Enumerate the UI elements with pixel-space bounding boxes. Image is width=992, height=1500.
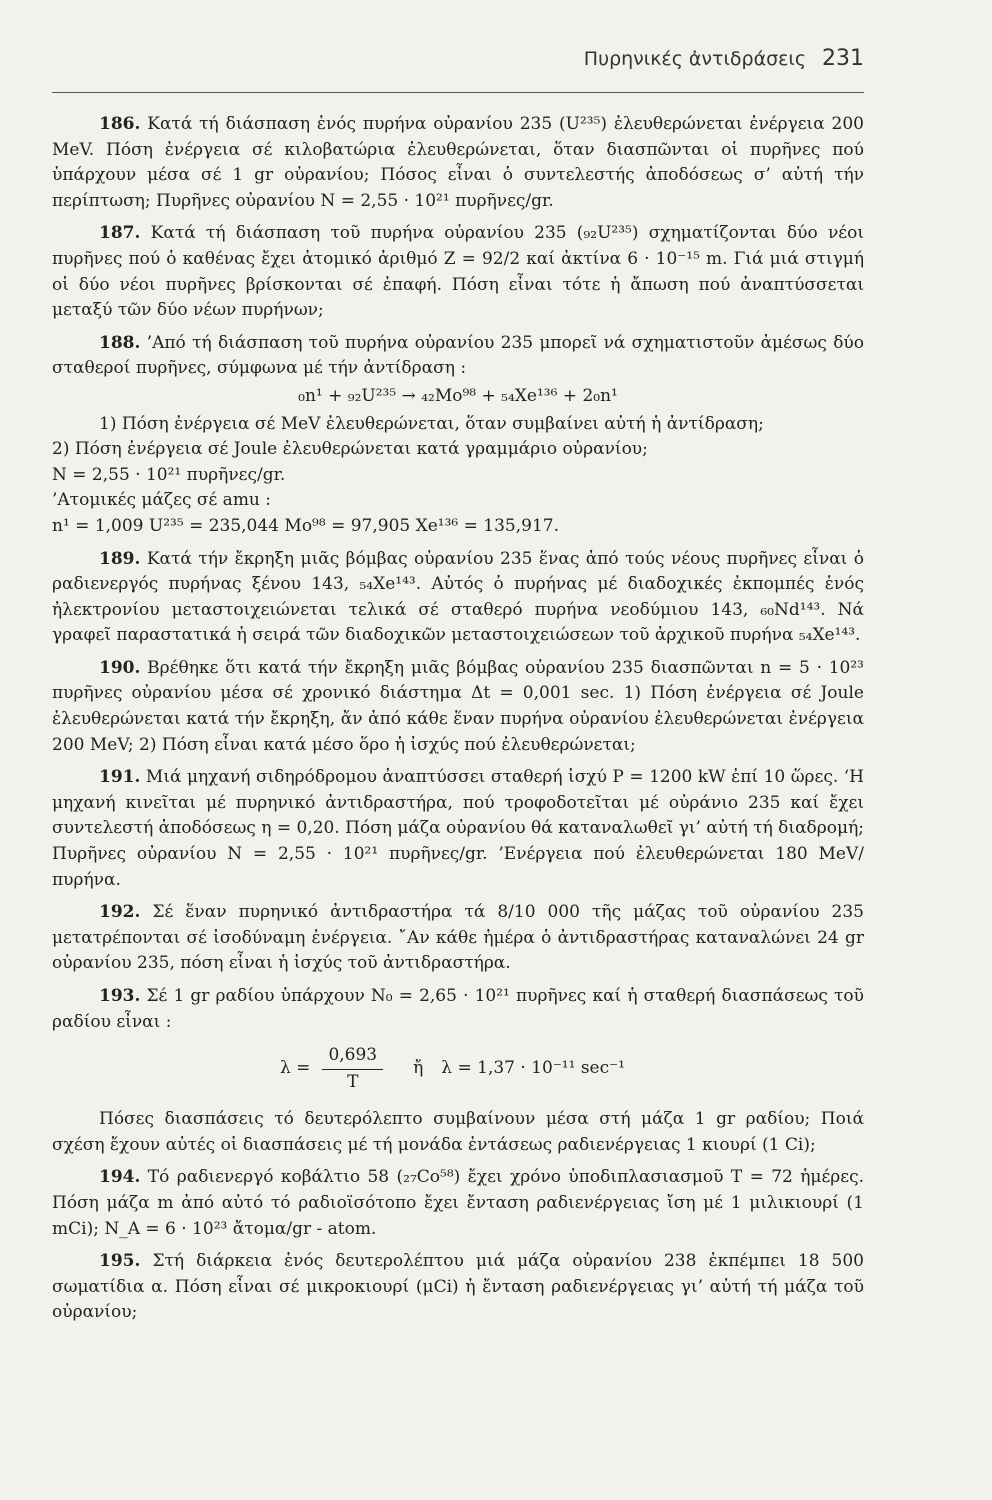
formula-rhs: λ = 1,37 · 10⁻¹¹ sec⁻¹ (441, 1058, 625, 1079)
nuclei-per-gram: N = 2,55 · 10²¹ πυρῆνες/gr. (52, 464, 286, 485)
formula-denominator: T (347, 1071, 359, 1092)
problem-text: Σέ 1 gr ραδίου ὑπάρχουν N₀ = 2,65 · 10²¹ πυρῆνες καί ἡ σταθερή διασπάσεως τοῦ ραδίου εἶναι : (52, 986, 864, 1032)
problem-text-2: Πόσες διασπάσεις τό δευτερόλεπτο συμβαίνουν μέσα στή μάζα 1 gr ραδίου; Ποιά σχέση ἔχουν αὐτές οἱ διασπάσεις μέ τή μονάδα ἐντάσεως ραδιενέργειας 1 κιουρί (1 Ci); (52, 1109, 864, 1155)
problem-text: Μιά μηχανή σιδηρόδρομου ἀναπτύσσει σταθερή ἰσχύ P = 1200 kW ἐπί 10 ὥρες. ‘Η μηχανή κινεῖται μέ πυρηνικό ἀντιδραστήρα, πού τροφοδοτεῖται μέ οὐράνιο 235 καί ἔχει συντελεστή ἀποδόσεως η = 0,20. Πόση μάζα οὐρανίου θά καταναλωθεῖ γι’ αὐτή τή διαδρομή; Πυρῆνες οὐρανίου N = 2,55 · 10²¹ πυρῆνες/gr. ’Ενέργεια πού ἐλευθερώνεται 180 MeV/πυρήνα. (52, 767, 864, 890)
problem-number: 195. (99, 1251, 141, 1272)
problem-text: Κατά τή διάσπαση τοῦ πυρήνα οὐρανίου 235 (₉₂U²³⁵) σχηματίζονται δύο νέοι πυρῆνες πού ὁ καθένας ἔχει ἀτομικό ἀριθμό Z = 92/2 καί ἀκτίνα 6 · 10⁻¹⁵ m. Γιά μιά στιγμή οἱ δύο νέοι πυρῆνες βρίσκονται σέ ἐπαφή. Πόση εἶναι τότε ἡ ἄπωση πού ἀναπτύσσεται μεταξύ τῶν δύο νέων πυρήνων; (52, 223, 864, 321)
masses-label: ’Ατομικές μάζες σέ amu : (52, 490, 272, 511)
question-2: 2) Πόση ἐνέργεια σέ Joule ἐλευθερώνεται κατά γραμμάριο οὐρανίου; (52, 439, 648, 460)
problem-number: 192. (99, 902, 141, 923)
masses-values: n¹ = 1,009 U²³⁵ = 235,044 Mo⁹⁸ = 97,905 Xe¹³⁶ = 135,917. (52, 515, 559, 536)
problem-187 (52, 221, 864, 323)
problem-text: Τό ραδιενεργό κοβάλτιο 58 (₂₇Co⁵⁸) ἔχει χρόνο ὑποδιπλασιασμοῦ T = 72 ἡμέρες. Πόση μάζα m ἀπό αὐτό τό ραδιοϊσότοπο ἔχει ἔνταση ραδιενέργειας ἴση μέ 1 μιλικιουρί (1 mCi); N_A = 6 · 10²³ ἄτομα/gr - atom. (52, 1167, 864, 1239)
formula-or: ἤ (413, 1058, 424, 1079)
problem-text: Σέ ἕναν πυρηνικό ἀντιδραστήρα τά 8/10 000 τῆς μάζας τοῦ οὐρανίου 235 μετατρέπονται σέ ἰσοδύναμη ἐνέργεια. ῎Αν κάθε ἡμέρα ὁ ἀντιδραστήρας καταναλώνει 24 gr οὐρανίου 235, πόση εἶναι ἡ ἰσχύς τοῦ ἀντιδραστήρα. (52, 902, 865, 974)
formula-fraction (322, 1043, 389, 1095)
problem-number: 191. (99, 767, 141, 788)
problem-194 (52, 1165, 864, 1242)
problem-number: 187. (99, 223, 141, 244)
header-title: Πυρηνικές ἀντιδράσεις (583, 48, 806, 70)
decay-constant-formula (52, 1041, 864, 1097)
problem-number: 186. (99, 114, 141, 134)
problem-190 (52, 656, 864, 758)
problem-text: Στή διάρκεια ἑνός δευτερολέπτου μιά μάζα οὐρανίου 238 ἐκπέμπει 18 500 σωματίδια α. Πόση εἶναι σέ μικροκιουρί (μCi) ἡ ἔνταση ραδιενέργειας γι’ αὐτή τή μάζα τοῦ οὐρανίου; (52, 1251, 864, 1323)
problem-list (52, 112, 864, 1333)
page-number: 231 (822, 46, 864, 71)
problem-189 (52, 547, 864, 649)
reaction-equation: ₀n¹ + ₉₂U²³⁵ → ₄₂Mo⁹⁸ + ₅₄Xe¹³⁶ + 2₀n¹ (298, 385, 618, 406)
problem-193 (52, 984, 864, 1158)
problem-186 (52, 112, 864, 214)
running-header (52, 46, 864, 71)
problem-188 (52, 331, 864, 540)
problem-number: 194. (99, 1167, 141, 1188)
problem-195 (52, 1249, 864, 1326)
problem-191 (52, 765, 864, 893)
problem-number: 188. (99, 332, 141, 353)
formula-numerator: 0,693 (322, 1043, 383, 1070)
formula-lhs: λ = (280, 1058, 311, 1079)
question-1: 1) Πόση ἐνέργεια σέ MeV ἐλευθερώνεται, ὅταν συμβαίνει αὐτή ἡ ἀντίδραση; (99, 413, 764, 434)
problem-text: Βρέθηκε ὅτι κατά τήν ἔκρηξη μιᾶς βόμβας οὐρανίου 235 διασπῶνται n = 5 · 10²³ πυρῆνες οὐρανίου μέσα σέ χρονικό διάστημα Δt = 0,001 sec. 1) Πόση ἐνέργεια σέ Joule ἐλευθερώνεται κατά τήν ἔκρηξη, ἄν ἀπό κάθε ἕναν πυρήνα οὐρανίου ἐλευθερώνεται ἐνέργεια 200 MeV; 2) Πόση εἶναι κατά μέσο ὅρο ἡ ἰσχύς πού ἐλευθερώνεται; (52, 657, 864, 755)
problem-text: Κατά τή διάσπαση ἑνός πυρήνα οὐρανίου 235 (U²³⁵) ἐλευθερώνεται ἐνέργεια 200 MeV. Πόση ἐνέργεια σέ κιλοβατώρια ἐλευθερώνεται, ὅταν διασπῶνται οἱ πυρῆνες πού ὑπάρχουν μέσα σέ 1 gr οὐρανίου; Πόσος εἶναι ὁ συντελεστής ἀποδόσεως σ’ αὐτή τήν περίπτωση; Πυρῆνες οὐρανίου N = 2,55 · 10²¹ πυρῆνες/gr. (52, 114, 864, 211)
problem-number: 189. (99, 548, 141, 569)
header-rule (52, 92, 864, 93)
problem-text: Κατά τήν ἔκρηξη μιᾶς βόμβας οὐρανίου 235 ἕνας ἀπό τούς νέους πυρῆνες εἶναι ὁ ραδιενεργός πυρήνας ξένου 143, ₅₄Xe¹⁴³. Αὐτός ὁ πυρήνας μέ διαδοχικές ἐκπομπές ἑνός ἠλεκτρονίου μεταστοιχειώνεται τελικά σέ σταθερό πυρήνα νεοδύμιου 143, ₆₀Nd¹⁴³. Νά γραφεῖ παραστατικά ἡ σειρά τῶν διαδοχικῶν μεταστοιχειώσεων τοῦ ἀρχικοῦ πυρήνα ₅₄Xe¹⁴³. (52, 548, 864, 646)
problem-text: ’Από τή διάσπαση τοῦ πυρήνα οὐρανίου 235 μπορεῖ νά σχηματιστοῦν ἀμέσως δύο σταθεροί πυρῆνες, σύμφωνα μέ τήν ἀντίδραση : (52, 332, 864, 379)
problem-number: 193. (99, 986, 141, 1006)
problem-192 (52, 900, 864, 977)
problem-number: 190. (99, 657, 141, 678)
